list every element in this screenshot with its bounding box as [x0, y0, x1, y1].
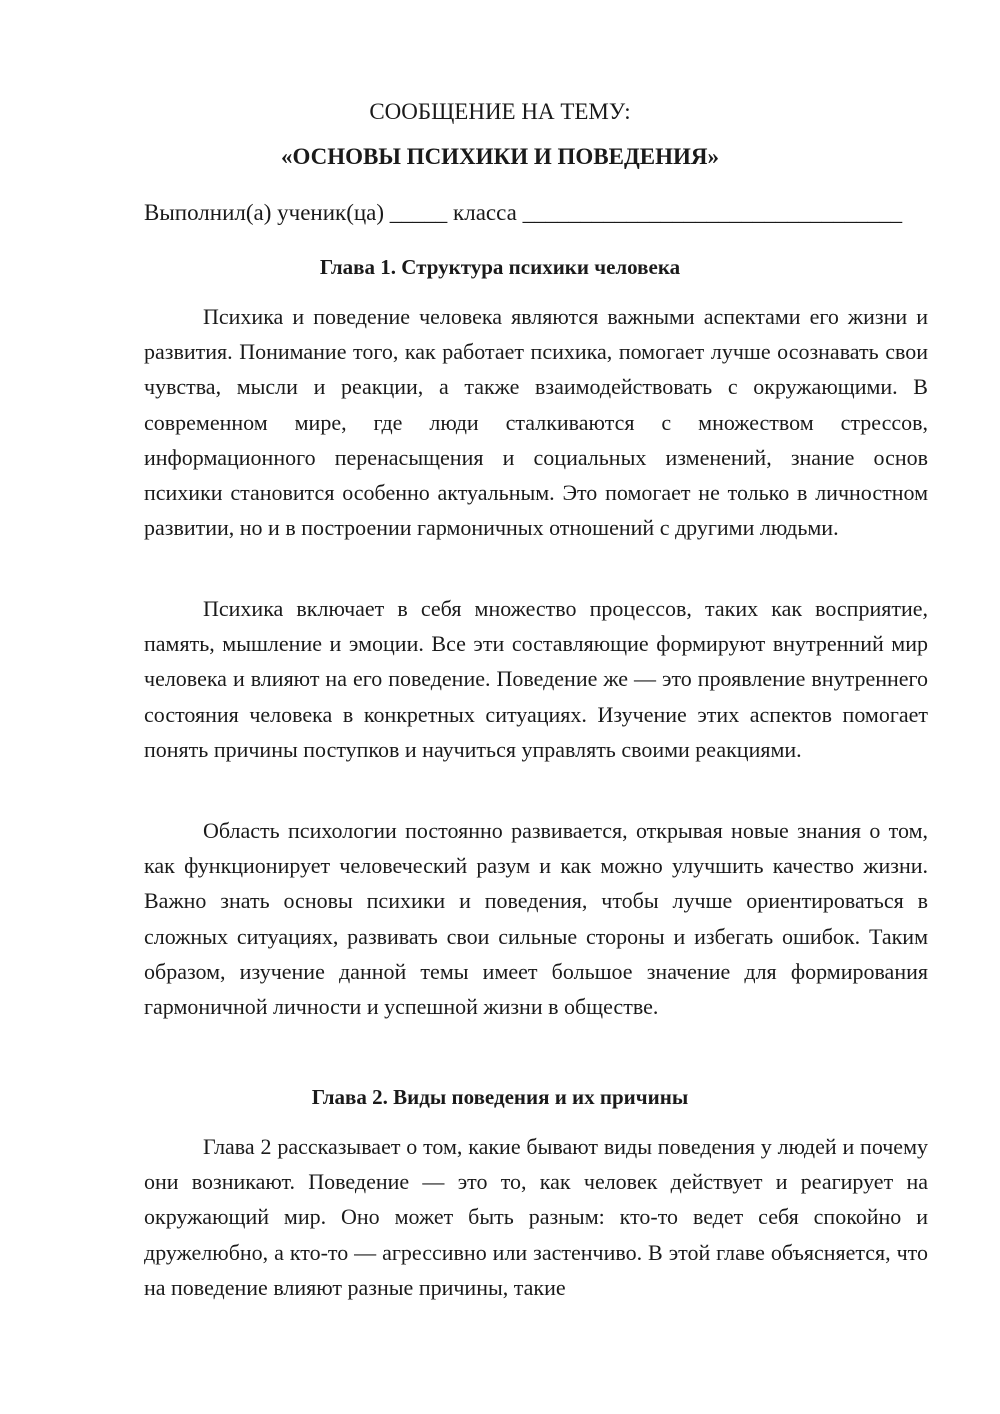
chapter-1-paragraph-3: Область психологии постоянно развивается, открывая новые знания о том, как функционирует человеческий разум и как можно улучшить качество жизни. Важно знать основы психики и поведения, чтобы лучше ориентироваться в сложных ситуациях, развивать свои сильные стороны и избегать ошибок. Таким образом, изучение данной темы имеет большое значение для формирования гармоничной личности и успешной жизни в обществе. — [144, 818, 928, 1020]
title-line-1: СООБЩЕНИЕ НА ТЕМУ: — [369, 99, 631, 124]
student-info-line: Выполнил(а) ученик(ца) _____ класса _________________________________ — [144, 200, 903, 225]
chapter-2-paragraph-1: Глава 2 рассказывает о том, какие бывают виды поведения у людей и почему они возникают. Поведение — это то, как человек действует и реагирует на окружающий мир. Оно может быть разным: кто-то ведет себя спокойно и дружелюбно, а кто-то — агрессивно или застенчиво. В этой главе объясняется, что на поведение влияют разные причины, такие — [144, 1134, 928, 1300]
chapter-1-heading: Глава 1. Структура психики человека — [319, 255, 681, 279]
chapter-1-paragraph-2: Психика включает в себя множество процессов, таких как восприятие, память, мышление и эмоции. Все эти составляющие формируют внутренний мир человека и влияют на его поведение. Поведение же — это проявление внутреннего состояния человека в конкретных ситуациях. Изучение этих аспектов помогает понять причины поступков и научиться управлять своими реакциями. — [144, 596, 928, 762]
chapter-2-heading: Глава 2. Виды поведения и их причины — [311, 1085, 689, 1109]
title-line-2: «ОСНОВЫ ПСИХИКИ И ПОВЕДЕНИЯ» — [280, 144, 720, 169]
chapter-1-paragraph-1: Психика и поведение человека являются важными аспектами его жизни и развития. Понимание того, как работает психика, помогает лучше осознавать свои чувства, мысли и реакции, а также взаимодействовать с окружающими. В современном мире, где люди сталкиваются с множеством стрессов, информационного перенасыщения и социальных изменений, знание основ психики становится особенно актуальным. Это помогает не только в личностном развитии, но и в построении гармоничных отношений с другими людьми. — [144, 304, 928, 541]
